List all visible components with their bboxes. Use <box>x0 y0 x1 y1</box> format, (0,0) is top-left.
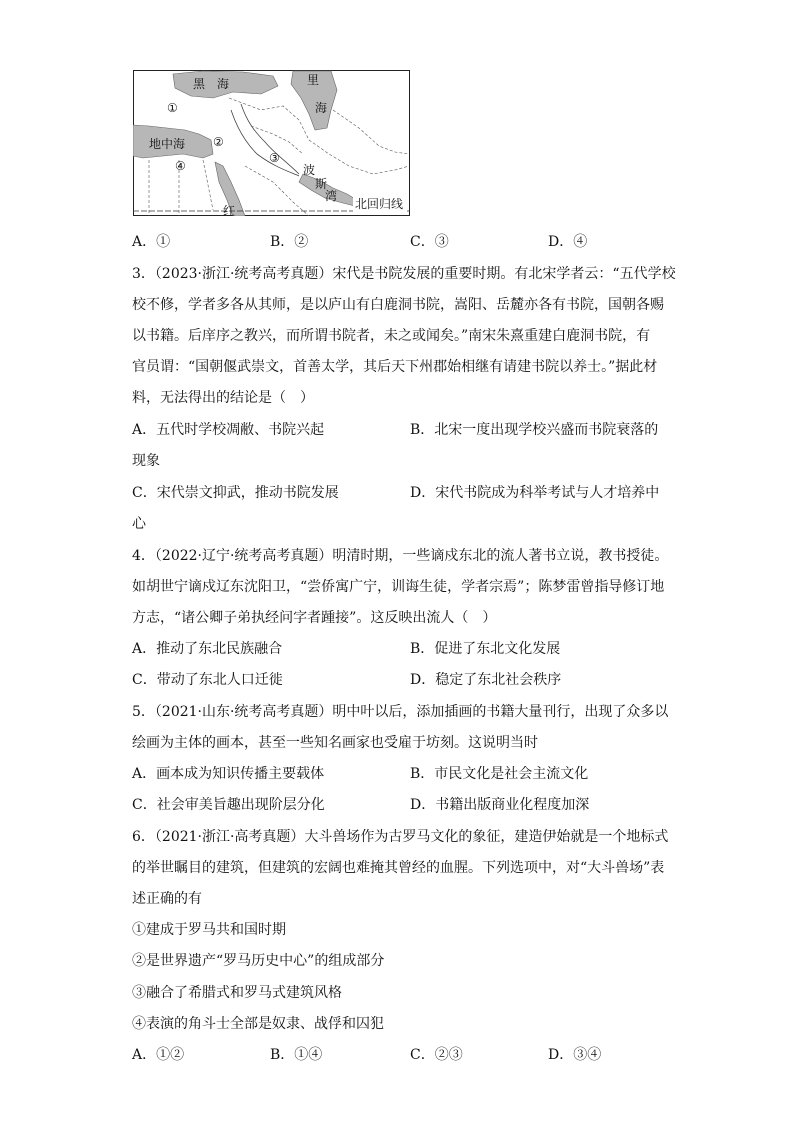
q3-stem-line-3: 以书籍。后庠序之教兴，而所谓书院者，未之或闻矣。”南宋朱熹重建白鹿洞书院，有 <box>132 328 651 344</box>
map-label-persian-wan: 湾 <box>325 189 338 203</box>
q6-option-c[interactable]: C．②③ <box>410 1047 463 1063</box>
q6-stem-line-3: 述正确的有 <box>132 891 202 907</box>
q6-option-a[interactable]: A．①② <box>132 1047 185 1063</box>
q6-item-3: ③融合了希腊式和罗马式建筑风格 <box>132 985 342 1001</box>
q6-option-d[interactable]: D．③④ <box>548 1047 602 1063</box>
q6-stem-line-1: 6．（2021·浙江·高考真题）大斗兽场作为古罗马文化的象征，建造伊始就是一个地标式 <box>132 829 669 845</box>
map-label-black-sea: 黑 海 <box>193 77 230 91</box>
map-label-persian-si: 斯 <box>315 177 328 191</box>
map-label-persian-bo: 波 <box>303 163 316 177</box>
q3-option-a[interactable]: A．五代时学校凋敝、书院兴起 <box>132 422 325 438</box>
q6-item-4: ④表演的角斗士全部是奴隶、战俘和囚犯 <box>132 1016 384 1032</box>
map-label-mediterranean: 地中海 <box>149 137 186 151</box>
q5-option-d[interactable]: D．书籍出版商业化程度加深 <box>410 797 590 813</box>
map-marker-3: ③ <box>269 151 280 165</box>
q4-option-d[interactable]: D．稳定了东北社会秩序 <box>410 672 562 688</box>
q5-option-c[interactable]: C．社会审美旨趣出现阶层分化 <box>132 797 325 813</box>
q2-option-a[interactable]: A．① <box>132 234 171 250</box>
q4-stem-line-3: 方志，“诸公卿子弟执经问字者踵接”。这反映出流人（ ） <box>132 610 497 626</box>
q5-option-a[interactable]: A．画本成为知识传播主要载体 <box>132 766 325 782</box>
q6-option-b[interactable]: B．①④ <box>270 1047 323 1063</box>
q3-stem-line-5: 料，无法得出的结论是（ ） <box>132 390 314 406</box>
middle-east-map <box>133 70 410 216</box>
q4-stem-line-1: 4．（2022·辽宁·统考高考真题）明清时期，一些谪戍东北的流人著书立说，教书授徒。 <box>132 548 669 564</box>
q4-stem-line-2: 如胡世宁谪戍辽东沈阳卫，“尝侨寓广宁，训诲生徒，学者宗焉”；陈梦雷曾指导修订地 <box>132 579 665 595</box>
q6-item-2: ②是世界遗产“罗马历史中心”的组成部分 <box>132 953 385 969</box>
q3-option-b[interactable]: B．北宋一度出现学校兴盛而书院衰落的 <box>410 422 659 438</box>
q3-option-d-cont: 心 <box>132 516 146 532</box>
q3-option-d[interactable]: D．宋代书院成为科举考试与人才培养中 <box>410 485 660 501</box>
map-label-caspian-hai: 海 <box>315 101 328 115</box>
map-marker-4: ④ <box>175 159 186 173</box>
q6-item-1: ①建成于罗马共和国时期 <box>132 922 286 938</box>
map-label-tropic: 北回归线 <box>355 197 404 211</box>
q5-option-b[interactable]: B．市民文化是社会主流文化 <box>410 766 589 782</box>
q2-option-d[interactable]: D．④ <box>548 234 588 250</box>
q2-option-c[interactable]: C．③ <box>410 234 449 250</box>
map-marker-1: ① <box>167 101 178 115</box>
q3-stem-line-2: 校不修，学者多各从其师，是以庐山有白鹿洞书院，嵩阳、岳麓亦各有书院，国朝各赐 <box>132 297 664 313</box>
q5-stem-line-1: 5．（2021·山东·统考高考真题）明中叶以后，添加插画的书籍大量刊行，出现了众多以 <box>132 704 669 720</box>
q4-option-a[interactable]: A．推动了东北民族融合 <box>132 641 283 657</box>
q2-option-b[interactable]: B．② <box>270 234 309 250</box>
q4-option-b[interactable]: B．促进了东北文化发展 <box>410 641 561 657</box>
q3-option-b-cont: 现象 <box>132 453 160 469</box>
map-label-red-sea: 红 <box>223 204 236 216</box>
q4-option-c[interactable]: C．带动了东北人口迁徙 <box>132 672 283 688</box>
q5-stem-line-2: 绘画为主体的画本，甚至一些知名画家也受雇于坊刻。这说明当时 <box>132 735 538 751</box>
q6-stem-line-2: 的举世瞩目的建筑，但建筑的宏阔也难掩其曾经的血腥。下列选项中，对“大斗兽场”表 <box>132 860 665 876</box>
q3-stem-line-1: 3．（2023·浙江·统考高考真题）宋代是书院发展的重要时期。有北宋学者云：“五代学校 <box>132 266 676 282</box>
q3-option-c[interactable]: C．宋代崇文抑武，推动书院发展 <box>132 485 339 501</box>
map-label-caspian-li: 里 <box>307 73 320 87</box>
map-marker-2: ② <box>213 135 224 149</box>
q3-stem-line-4: 官员谓：“国朝偃武崇文，首善太学，其后天下州郡始相继有请建书院以养士。”据此材 <box>132 359 658 375</box>
